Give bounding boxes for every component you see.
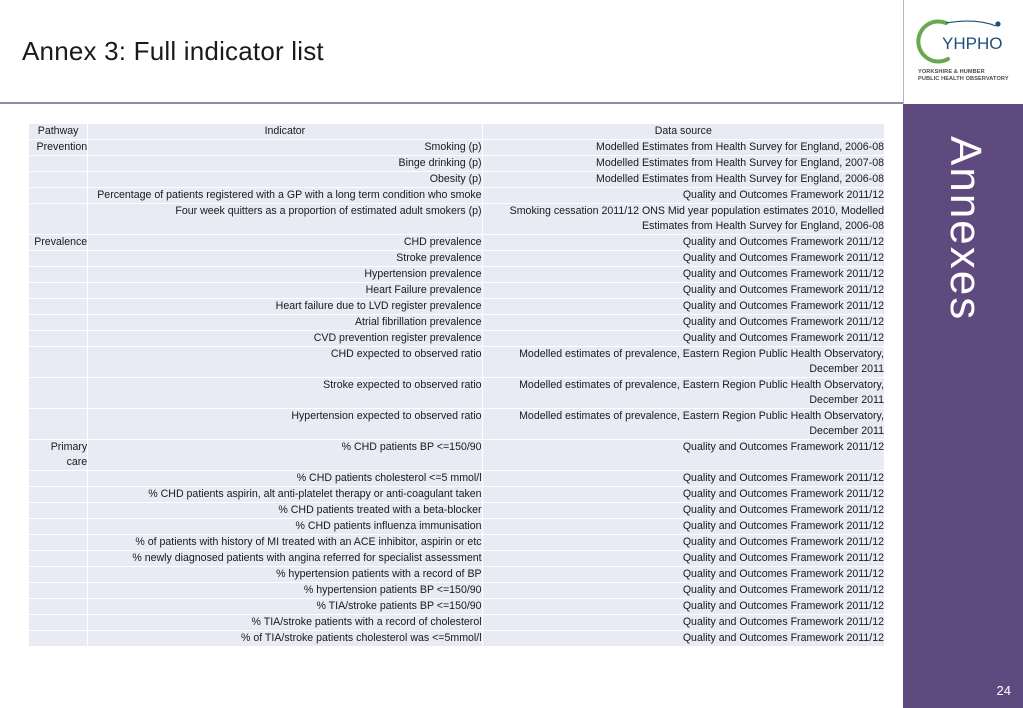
cell-indicator: Atrial fibrillation prevalence (88, 315, 481, 330)
table-row (29, 599, 884, 614)
cell-pathway (29, 299, 87, 314)
cell-pathway (29, 204, 87, 234)
cell-pathway (29, 331, 87, 346)
header-indicator: Indicator (88, 124, 481, 139)
table-row (29, 235, 884, 250)
cell-pathway (29, 567, 87, 582)
cell-pathway (29, 267, 87, 282)
cell-data-source: Quality and Outcomes Framework 2011/12 (483, 503, 884, 518)
cell-indicator: Smoking (p) (88, 140, 481, 155)
table-row (29, 188, 884, 203)
cell-indicator: Hypertension prevalence (88, 267, 481, 282)
cell-data-source: Quality and Outcomes Framework 2011/12 (483, 235, 884, 250)
cell-pathway (29, 583, 87, 598)
cell-pathway (29, 519, 87, 534)
cell-pathway (29, 188, 87, 203)
cell-indicator: CHD prevalence (88, 235, 481, 250)
table-row (29, 631, 884, 646)
cell-data-source: Quality and Outcomes Framework 2011/12 (483, 315, 884, 330)
cell-data-source: Modelled estimates of prevalence, Eastern Region Public Health Observatory, December 2011 (483, 378, 884, 408)
table-row (29, 503, 884, 518)
table-row (29, 204, 884, 234)
cell-pathway (29, 347, 87, 377)
cell-indicator: CHD expected to observed ratio (88, 347, 481, 377)
page-number: 24 (996, 683, 1011, 698)
table-row (29, 487, 884, 502)
cell-indicator: % hypertension patients BP <=150/90 (88, 583, 481, 598)
cell-data-source: Quality and Outcomes Framework 2011/12 (483, 251, 884, 266)
cell-data-source: Quality and Outcomes Framework 2011/12 (483, 331, 884, 346)
sidebar-label: Annexes (941, 136, 990, 322)
cell-pathway (29, 503, 87, 518)
table-row (29, 615, 884, 630)
cell-data-source: Quality and Outcomes Framework 2011/12 (483, 471, 884, 486)
cell-indicator: % of TIA/stroke patients cholesterol was <=5mmol/l (88, 631, 481, 646)
cell-pathway (29, 631, 87, 646)
table-row (29, 283, 884, 298)
table-row (29, 440, 884, 470)
cell-data-source: Quality and Outcomes Framework 2011/12 (483, 519, 884, 534)
cell-pathway (29, 409, 87, 439)
cell-data-source: Quality and Outcomes Framework 2011/12 (483, 631, 884, 646)
cell-pathway (29, 378, 87, 408)
cell-data-source: Modelled Estimates from Health Survey for England, 2006-08 (483, 172, 884, 187)
cell-pathway (29, 172, 87, 187)
cell-indicator: CVD prevention register prevalence (88, 331, 481, 346)
cell-data-source: Modelled estimates of prevalence, Eastern Region Public Health Observatory, December 2011 (483, 347, 884, 377)
cell-data-source: Quality and Outcomes Framework 2011/12 (483, 615, 884, 630)
cell-data-source: Quality and Outcomes Framework 2011/12 (483, 599, 884, 614)
table-row (29, 519, 884, 534)
header-data-source: Data source (483, 124, 884, 139)
cell-data-source: Quality and Outcomes Framework 2011/12 (483, 299, 884, 314)
table-row (29, 331, 884, 346)
cell-indicator: % CHD patients treated with a beta-blocker (88, 503, 481, 518)
indicator-table (28, 123, 885, 647)
logo-subtitle-line2: PUBLIC HEALTH OBSERVATORY (918, 76, 1009, 82)
cell-indicator: Percentage of patients registered with a GP with a long term condition who smoke (88, 188, 481, 203)
table-row (29, 172, 884, 187)
cell-data-source: Quality and Outcomes Framework 2011/12 (483, 440, 884, 470)
cell-indicator: % CHD patients cholesterol <=5 mmol/l (88, 471, 481, 486)
table-header-row (29, 124, 884, 139)
cell-indicator: % CHD patients BP <=150/90 (88, 440, 481, 470)
cell-pathway (29, 535, 87, 550)
cell-pathway (29, 551, 87, 566)
cell-indicator: Heart failure due to LVD register prevalence (88, 299, 481, 314)
table-row (29, 315, 884, 330)
cell-data-source: Modelled Estimates from Health Survey for England, 2007-08 (483, 156, 884, 171)
table-body (29, 140, 884, 646)
cell-indicator: % TIA/stroke patients BP <=150/90 (88, 599, 481, 614)
cell-pathway: Primary care (29, 440, 87, 470)
logo-brand-text: YHPHO (942, 34, 1003, 53)
table-row (29, 140, 884, 155)
cell-data-source: Quality and Outcomes Framework 2011/12 (483, 567, 884, 582)
cell-indicator: Stroke prevalence (88, 251, 481, 266)
cell-data-source: Quality and Outcomes Framework 2011/12 (483, 188, 884, 203)
cell-indicator: Four week quitters as a proportion of estimated adult smokers (p) (88, 204, 481, 234)
table-row (29, 409, 884, 439)
cell-indicator: Binge drinking (p) (88, 156, 481, 171)
cell-indicator: % of patients with history of MI treated with an ACE inhibitor, aspirin or etc (88, 535, 481, 550)
annexes-sidebar (903, 104, 1023, 708)
cell-data-source: Quality and Outcomes Framework 2011/12 (483, 535, 884, 550)
cell-data-source: Modelled estimates of prevalence, Eastern Region Public Health Observatory, December 2011 (483, 409, 884, 439)
cell-pathway (29, 283, 87, 298)
cell-pathway (29, 599, 87, 614)
cell-indicator: Heart Failure prevalence (88, 283, 481, 298)
table-row (29, 156, 884, 171)
cell-indicator: Obesity (p) (88, 172, 481, 187)
table-row (29, 378, 884, 408)
cell-pathway (29, 487, 87, 502)
cell-data-source: Smoking cessation 2011/12 ONS Mid year population estimates 2010, Modelled Estimates from Health Survey for England, 2006-08 (483, 204, 884, 234)
cell-data-source: Modelled Estimates from Health Survey for England, 2006-08 (483, 140, 884, 155)
header-pathway: Pathway (29, 124, 87, 139)
cell-indicator: % CHD patients aspirin, alt anti-platelet therapy or anti-coagulant taken (88, 487, 481, 502)
cell-pathway: Prevention (29, 140, 87, 155)
cell-pathway (29, 315, 87, 330)
cell-indicator: % hypertension patients with a record of BP (88, 567, 481, 582)
yhpho-logo-icon (916, 14, 1012, 66)
logo (903, 0, 1023, 104)
cell-indicator: % TIA/stroke patients with a record of cholesterol (88, 615, 481, 630)
page-title: Annex 3: Full indicator list (22, 36, 324, 66)
table-row (29, 299, 884, 314)
cell-indicator: Hypertension expected to observed ratio (88, 409, 481, 439)
table-row (29, 583, 884, 598)
cell-data-source: Quality and Outcomes Framework 2011/12 (483, 487, 884, 502)
cell-indicator: Stroke expected to observed ratio (88, 378, 481, 408)
right-panel (903, 0, 1023, 708)
cell-data-source: Quality and Outcomes Framework 2011/12 (483, 551, 884, 566)
cell-data-source: Quality and Outcomes Framework 2011/12 (483, 583, 884, 598)
cell-pathway (29, 156, 87, 171)
cell-pathway: Prevalence (29, 235, 87, 250)
logo-subtitle (918, 69, 1022, 83)
table-row (29, 251, 884, 266)
cell-data-source: Quality and Outcomes Framework 2011/12 (483, 267, 884, 282)
table-row (29, 471, 884, 486)
table-row (29, 551, 884, 566)
table-row (29, 347, 884, 377)
cell-pathway (29, 471, 87, 486)
header-divider (0, 102, 903, 104)
table-row (29, 267, 884, 282)
cell-pathway (29, 251, 87, 266)
table-row (29, 535, 884, 550)
cell-data-source: Quality and Outcomes Framework 2011/12 (483, 283, 884, 298)
cell-indicator: % newly diagnosed patients with angina referred for specialist assessment (88, 551, 481, 566)
logo-subtitle-line1: YORKSHIRE & HUMBER (918, 69, 985, 75)
cell-pathway (29, 615, 87, 630)
table-row (29, 567, 884, 582)
cell-indicator: % CHD patients influenza immunisation (88, 519, 481, 534)
